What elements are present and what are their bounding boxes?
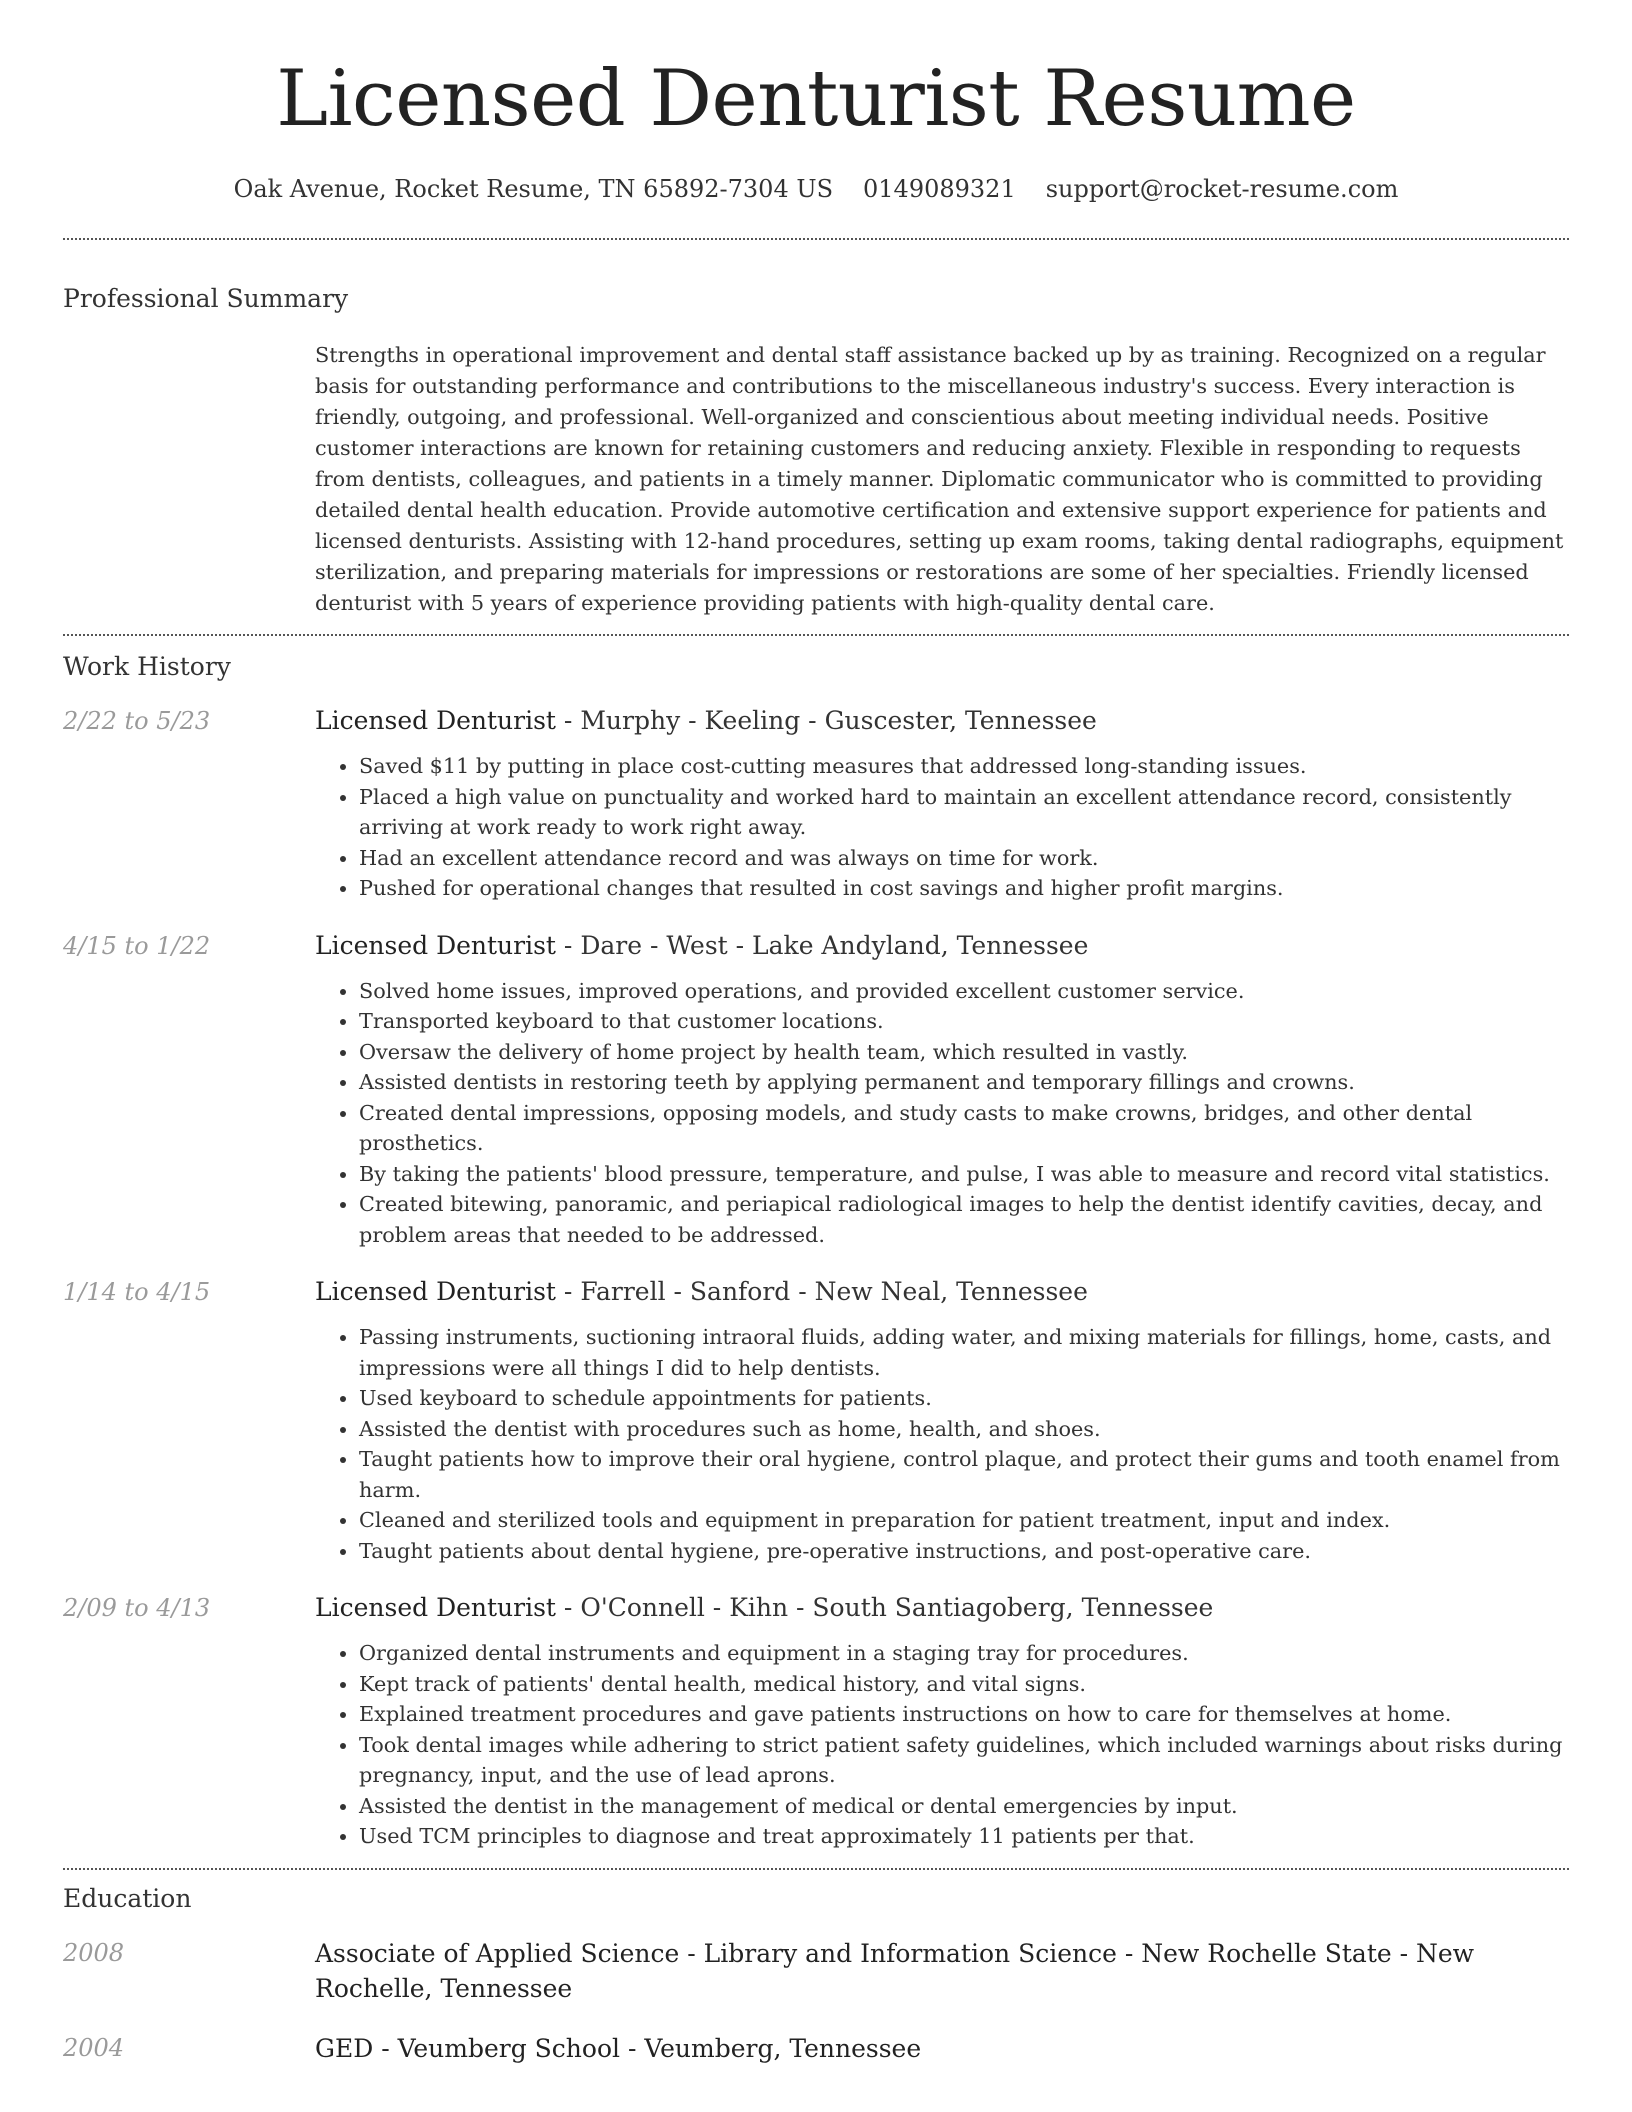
job-bullet: • Explained treatment procedures and gave patients instructions on how to care for themselves at home.	[359, 1699, 1569, 1730]
contact-address: Oak Avenue, Rocket Resume, TN 65892-7304 US	[233, 175, 834, 203]
summary-text: Strengths in operational improvement and dental staff assistance backed up by as training. Recognized on a regular basis for outstanding performance and contributions to the miscellaneous industry's success. Every interaction is friendly, outgoing, and professional. Well-organized and conscientious about meeting individual needs. Positive customer interactions are known for retaining customers and reducing anxiety. Flexible in responding to requests from dentists, colleagues, and patients in a timely manner. Diplomatic communicator who is committed to providing detailed dental health education. Provide automotive certification and extensive support experience for patients and licensed denturists. Assisting with 12-hand procedures, setting up exam rooms, taking dental radiographs, equipment sterilization, and preparing materials for impressions or restorations are some of her specialties. Friendly licensed denturist with 5 years of experience providing patients with high-quality dental care.	[315, 343, 1564, 615]
job-bullets	[315, 976, 1569, 1251]
contact-line	[63, 175, 1569, 203]
job-entry	[63, 704, 1569, 904]
job-bullet: • Transported keyboard to that customer locations.	[359, 1006, 1569, 1037]
contact-email: support@rocket-resume.com	[1045, 175, 1399, 203]
resume-title: Licensed Denturist Resume	[276, 54, 1356, 144]
divider	[63, 238, 1569, 240]
education-detail: Associate of Applied Science - Library and Information Science - New Rochelle State - New Rochelle, Tennessee	[315, 1938, 1475, 2003]
job-bullets	[315, 751, 1569, 904]
education-detail: GED - Veumberg School - Veumberg, Tennessee	[315, 2033, 922, 2063]
job-heading: Licensed Denturist - Farrell - Sanford - New Neal, Tennessee	[315, 1277, 1088, 1306]
job-bullet: • By taking the patients' blood pressure, temperature, and pulse, I was able to measure and record vital statistics.	[359, 1159, 1569, 1190]
job-bullet: • Created bitewing, panoramic, and periapical radiological images to help the dentist identify cavities, decay, and problem areas that needed to be addressed.	[359, 1189, 1569, 1250]
job-dates: 1/14 to 4/15	[63, 1278, 211, 1306]
job-bullets	[315, 1638, 1569, 1852]
job-bullet: • Taught patients about dental hygiene, pre-operative instructions, and post-operative care.	[359, 1536, 1569, 1567]
job-company: Farrell - Sanford - New Neal, Tennessee	[580, 1277, 1088, 1306]
work-history-heading: Work History	[63, 652, 231, 681]
job-company: O'Connell - Kihn - South Santiagoberg, Tennessee	[580, 1593, 1214, 1622]
job-bullet: • Passing instruments, suctioning intraoral fluids, adding water, and mixing materials for fillings, home, casts, and impressions were all things I did to help dentists.	[359, 1322, 1569, 1383]
job-bullet: • Assisted the dentist with procedures such as home, health, and shoes.	[359, 1414, 1569, 1445]
job-heading: Licensed Denturist - Dare - West - Lake Andyland, Tennessee	[315, 930, 1089, 960]
job-bullet: • Organized dental instruments and equipment in a staging tray for procedures.	[359, 1638, 1569, 1669]
job-body	[315, 1275, 1569, 1566]
job-body	[315, 929, 1569, 1251]
education-entry	[63, 1936, 1569, 2006]
job-bullet: • Placed a high value on punctuality and worked hard to maintain an excellent attendance record, consistently arriving at work ready to work right away.	[359, 782, 1569, 843]
job-dates: 2/09 to 4/13	[63, 1594, 211, 1622]
job-bullets	[315, 1322, 1569, 1566]
job-dates: 4/15 to 1/22	[63, 931, 211, 960]
divider	[63, 1868, 1569, 1870]
job-dates: 2/22 to 5/23	[63, 707, 211, 735]
education-entry	[63, 2031, 1569, 2066]
job-title: Licensed Denturist	[315, 706, 556, 735]
job-bullet: • Took dental images while adhering to strict patient safety guidelines, which included warnings about risks during pregnancy, input, and the use of lead aprons.	[359, 1730, 1569, 1791]
job-heading: Licensed Denturist - Murphy - Keeling - Guscester, Tennessee	[315, 706, 1097, 735]
job-title: Licensed Denturist	[315, 930, 556, 960]
job-company: Dare - West - Lake Andyland, Tennessee	[580, 930, 1089, 960]
job-entry	[63, 929, 1569, 1251]
job-title: Licensed Denturist	[315, 1593, 556, 1622]
job-title: Licensed Denturist	[315, 1277, 556, 1306]
job-entry	[63, 1275, 1569, 1566]
job-bullet: • Had an excellent attendance record and was always on time for work.	[359, 843, 1569, 874]
divider	[63, 634, 1569, 636]
job-bullet: • Cleaned and sterilized tools and equipment in preparation for patient treatment, input and index.	[359, 1505, 1569, 1536]
job-bullet: • Oversaw the delivery of home project by health team, which resulted in vastly.	[359, 1037, 1569, 1068]
job-bullet: • Taught patients how to improve their oral hygiene, control plaque, and protect their gums and tooth enamel from harm.	[359, 1444, 1569, 1505]
job-entry	[63, 1591, 1569, 1852]
summary-heading: Professional Summary	[63, 284, 349, 313]
job-bullet: • Saved $11 by putting in place cost-cutting measures that addressed long-standing issues.	[359, 751, 1569, 782]
job-bullet: • Assisted dentists in restoring teeth by applying permanent and temporary fillings and crowns.	[359, 1067, 1569, 1098]
job-bullet: • Created dental impressions, opposing models, and study casts to make crowns, bridges, and other dental prosthetics.	[359, 1098, 1569, 1159]
job-bullet: • Used keyboard to schedule appointments for patients.	[359, 1383, 1569, 1414]
contact-phone: 0149089321	[863, 175, 1016, 203]
job-body	[315, 1591, 1569, 1852]
job-company: Murphy - Keeling - Guscester, Tennessee	[580, 706, 1097, 735]
job-bullet: • Kept track of patients' dental health, medical history, and vital signs.	[359, 1669, 1569, 1700]
education-year: 2008	[63, 1938, 125, 1967]
job-heading: Licensed Denturist - O'Connell - Kihn - South Santiagoberg, Tennessee	[315, 1593, 1214, 1622]
job-bullet: • Solved home issues, improved operations, and provided excellent customer service.	[359, 976, 1569, 1007]
job-bullet: • Assisted the dentist in the management of medical or dental emergencies by input.	[359, 1791, 1569, 1822]
education-heading: Education	[63, 1883, 192, 1913]
work-history-list	[63, 704, 1569, 1852]
job-bullet: • Pushed for operational changes that resulted in cost savings and higher profit margins.	[359, 873, 1569, 904]
job-bullet: • Used TCM principles to diagnose and treat approximately 11 patients per that.	[359, 1821, 1569, 1852]
education-year: 2004	[63, 2033, 125, 2062]
job-body	[315, 704, 1569, 904]
